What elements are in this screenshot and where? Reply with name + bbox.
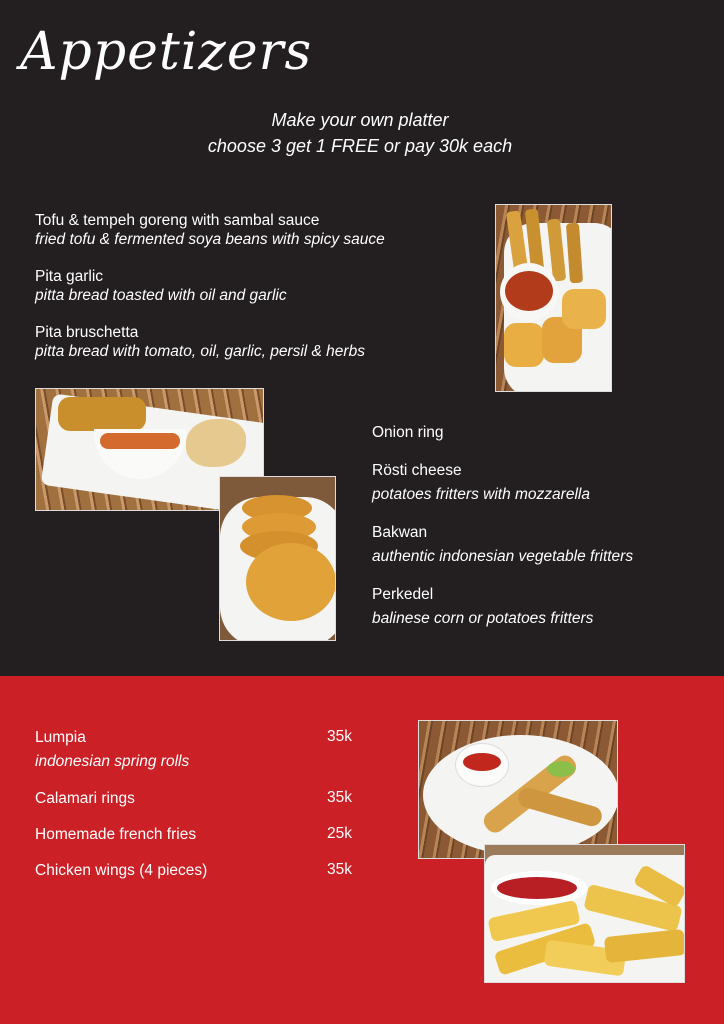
item-description: pitta bread with tomato, oil, garlic, persil & herbs bbox=[35, 343, 365, 360]
french-fries-photo bbox=[484, 844, 685, 983]
menu-item-pita-bruschetta bbox=[35, 323, 365, 361]
tofu-tempeh-photo bbox=[495, 204, 612, 392]
item-name: Chicken wings (4 pieces) bbox=[35, 862, 208, 879]
menu-item-rosti-cheese bbox=[372, 461, 590, 504]
item-description: potatoes fritters with mozzarella bbox=[372, 486, 590, 503]
subtitle-line-1: Make your own platter bbox=[271, 110, 449, 130]
item-price: 25k bbox=[327, 825, 352, 842]
item-description: indonesian spring rolls bbox=[35, 753, 190, 770]
page-title: Appetizers bbox=[20, 22, 313, 82]
menu-item-chicken-wings bbox=[35, 861, 207, 880]
menu-item-lumpia bbox=[35, 728, 189, 771]
item-name: Rösti cheese bbox=[372, 462, 462, 479]
subtitle-line-2: choose 3 get 1 FREE or pay 30k each bbox=[207, 136, 513, 156]
item-name: Pita bruschetta bbox=[35, 324, 139, 341]
menu-item-tofu-tempeh bbox=[35, 211, 385, 249]
menu-item-pita-garlic bbox=[35, 267, 287, 305]
item-price: 35k bbox=[327, 861, 352, 878]
item-name: Onion ring bbox=[372, 424, 444, 441]
rosti-photo bbox=[219, 476, 336, 641]
menu-item-onion-ring bbox=[372, 423, 444, 442]
item-name: Lumpia bbox=[35, 729, 86, 746]
item-description: balinese corn or potatoes fritters bbox=[372, 610, 594, 627]
menu-item-french-fries bbox=[35, 825, 196, 844]
item-name: Tofu & tempeh goreng with sambal sauce bbox=[35, 212, 320, 229]
item-description: pitta bread toasted with oil and garlic bbox=[35, 287, 287, 304]
item-description: authentic indonesian vegetable fritters bbox=[372, 548, 634, 565]
lumpia-photo bbox=[418, 720, 618, 859]
menu-item-bakwan bbox=[372, 523, 633, 566]
item-name: Calamari rings bbox=[35, 790, 135, 807]
item-name: Bakwan bbox=[372, 524, 428, 541]
item-price: 35k bbox=[327, 789, 352, 806]
item-price: 35k bbox=[327, 728, 352, 745]
menu-item-perkedel bbox=[372, 585, 593, 628]
item-description: fried tofu & fermented soya beans with spicy sauce bbox=[35, 231, 385, 248]
menu-item-calamari bbox=[35, 789, 135, 808]
item-name: Perkedel bbox=[372, 586, 434, 603]
item-name: Homemade french fries bbox=[35, 826, 197, 843]
item-name: Pita garlic bbox=[35, 268, 104, 285]
